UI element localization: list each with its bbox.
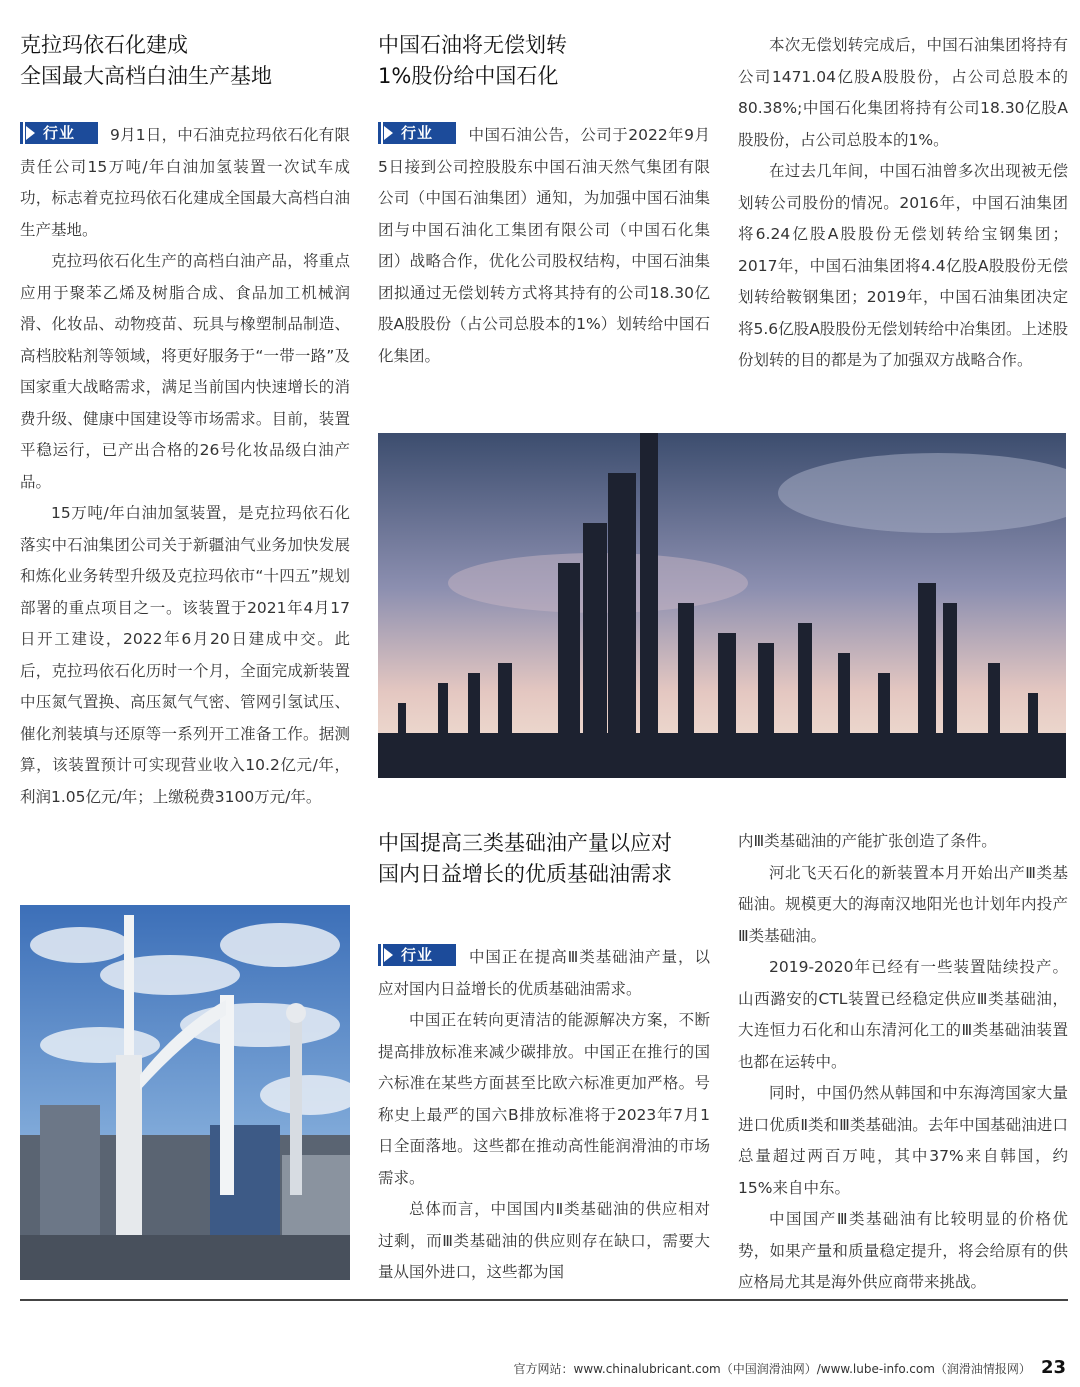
article-baseoil-para: 中国正在转向更清洁的能源解决方案，不断提高排放标准来减少碳排放。中国正在推行的国六标准在某些方面甚至比欧六标准更加严格。号称史上最严的国六B排放标准将于2023年7月1日全面落地。这些都在推动高性能润滑油的市场需求。 bbox=[378, 1011, 710, 1187]
industry-tag bbox=[20, 122, 98, 144]
refinery-towers-photo bbox=[378, 433, 1066, 778]
arrow-icon bbox=[26, 126, 35, 140]
page-footer bbox=[514, 1357, 1066, 1378]
article-baseoil-para: 河北飞天石化的新装置本月开始出产Ⅲ类基础油。规模更大的海南汉地阳光也计划年内投产Ⅲ类基础油。 bbox=[738, 863, 1068, 945]
article-cnpc-para: 在过去几年间，中国石油曾多次出现被无偿划转公司股份的情况。2016年，中国石油集团将6.24亿股A股股份无偿划转给宝钢集团；2017年，中国石油集团将4.4亿股A股股份无偿划转给鞍钢集团；2019年，中国石油集团决定将5.6亿股A股股份无偿划转给中冶集团。上述股份划转的目的都是为了加强双方战略合作。 bbox=[738, 162, 1068, 369]
arrow-icon bbox=[384, 126, 393, 140]
article-baseoil-title bbox=[378, 828, 710, 890]
tag-label: 行业 bbox=[383, 122, 456, 144]
article-group3-baseoil bbox=[378, 828, 710, 1289]
tag-label: 行业 bbox=[383, 944, 456, 966]
page-number: 23 bbox=[1040, 1357, 1066, 1378]
article-baseoil-para: 2019-2020年已经有一些装置陆续投产。山西潞安的CTL装置已经稳定供应Ⅲ类基础油，大连恒力石化和山东清河化工的Ⅲ类基础油装置也都在运转中。 bbox=[738, 958, 1068, 1071]
article-cnpc-title bbox=[378, 30, 710, 92]
title-line: 1%股份给中国石化 bbox=[378, 64, 559, 88]
article-baseoil-para: 同时，中国仍然从韩国和中东海湾国家大量进口优质Ⅱ类和Ⅲ类基础油。去年中国基础油进口总量超过两百万吨，其中37%来自韩国，约15%来自中东。 bbox=[738, 1084, 1068, 1197]
title-line: 国内日益增长的优质基础油需求 bbox=[378, 862, 672, 886]
para-text: 9月1日，中石油克拉玛依石化有限责任公司15万吨/年白油加氢装置一次试车成功，标志着克拉玛依石化建成全国最大高档白油生产基地。 bbox=[20, 126, 350, 239]
industry-tag bbox=[378, 122, 456, 144]
article-baseoil-para: 中国国产Ⅲ类基础油有比较明显的价格优势，如果产量和质量稳定提升，将会给原有的供应格局尤其是海外供应商带来挑战。 bbox=[738, 1210, 1068, 1291]
title-line: 中国提高三类基础油产量以应对 bbox=[378, 831, 672, 855]
website-links: 官方网站：www.chinalubricant.com（中国润滑油网）/www.lube-info.com（润滑油情报网） bbox=[513, 1362, 1031, 1376]
article-cnpc-para: 本次无偿划转完成后，中国石油集团将持有公司1471.04亿股A股股份，占公司总股本的80.38%;中国石化集团将持有公司18.30亿股A股股份，占公司总股本的1%。 bbox=[738, 36, 1068, 149]
article-kelamayi-para bbox=[20, 120, 350, 246]
para-text: 中国石油公告，公司于2022年9月5日接到公司控股股东中国石油天然气集团有限公司（中国石油集团）通知，为加强中国石油集团与中国石油化工集团有限公司（中国石化集团）战略合作，优化公司股权结构，中国石油集团拟通过无偿划转方式将其持有的公司18.30亿股A股股份（占公司总股本的1%）划转给中国石化集团。 bbox=[378, 126, 710, 365]
footer-divider bbox=[20, 1299, 1068, 1301]
industry-tag bbox=[378, 944, 456, 966]
article-kelamayi-para: 15万吨/年白油加氢装置，是克拉玛依石化落实中石油集团公司关于新疆油气业务加快发展和炼化业务转型升级及克拉玛依市“十四五”规划部署的重点项目之一。该装置于2021年4月17日开工建设，2022年6月20日建成中交。此后，克拉玛依石化历时一个月，全面完成新装置中压氮气置换、高压氮气气密、管网引氢试压、催化剂装填与还原等一系列开工准备工作。据测算，该装置预计可实现营业收入10.2亿元/年，利润1.05亿元/年；上缴税费3100万元/年。 bbox=[20, 504, 350, 806]
article-cnpc-para bbox=[378, 120, 710, 372]
article-kelamayi bbox=[20, 30, 350, 813]
title-line: 全国最大高档白油生产基地 bbox=[20, 64, 272, 88]
white-oil-plant-photo bbox=[20, 905, 350, 1280]
article-baseoil-para: 总体而言，中国国内Ⅱ类基础油的供应相对过剩，而Ⅲ类基础油的供应则存在缺口，需要大量从国外进口，这些都为国 bbox=[378, 1200, 710, 1281]
article-cnpc-continued bbox=[738, 30, 1068, 377]
title-line: 中国石油将无偿划转 bbox=[378, 33, 567, 57]
article-baseoil-continued bbox=[738, 826, 1068, 1299]
article-cnpc-transfer bbox=[378, 30, 710, 372]
article-baseoil-para bbox=[378, 942, 710, 1005]
title-line: 克拉玛依石化建成 bbox=[20, 33, 188, 57]
arrow-icon bbox=[384, 948, 393, 962]
article-kelamayi-para: 克拉玛依石化生产的高档白油产品，将重点应用于聚苯乙烯及树脂合成、食品加工机械润滑、化妆品、动物疫苗、玩具与橡塑制品制造、高档胶粘剂等领域，将更好服务于“一带一路”及国家重大战略需求，满足当前国内快速增长的消费升级、健康中国建设等市场需求。目前，装置平稳运行，已产出合格的26号化妆品级白油产品。 bbox=[20, 252, 350, 491]
article-baseoil-para: 内Ⅲ类基础油的产能扩张创造了条件。 bbox=[738, 832, 997, 850]
para-text: 中国正在提高Ⅲ类基础油产量，以应对国内日益增长的优质基础油需求。 bbox=[378, 948, 710, 998]
tag-label: 行业 bbox=[25, 122, 98, 144]
article-kelamayi-title bbox=[20, 30, 350, 92]
